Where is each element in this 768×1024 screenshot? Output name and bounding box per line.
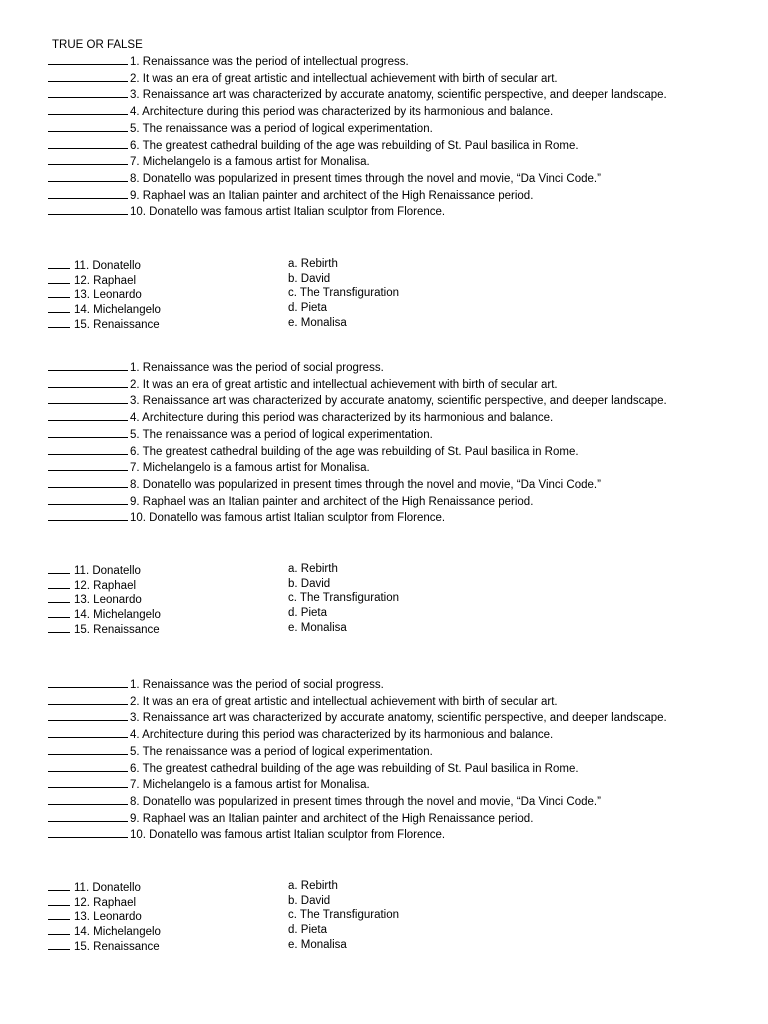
tf-item: 4. Architecture during this period was characterized by its harmonious and balance. bbox=[48, 103, 738, 120]
answer-blank[interactable] bbox=[48, 606, 70, 618]
tf-item: 1. Renaissance was the period of intellectual progress. bbox=[48, 53, 738, 70]
answer-blank[interactable] bbox=[48, 459, 128, 471]
true-false-section-2 bbox=[48, 359, 738, 526]
matching-section-2 bbox=[48, 562, 738, 636]
matching-row: 15. Renaissance e. Monalisa bbox=[48, 621, 738, 636]
tf-item: 5. The renaissance was a period of logical experimentation. bbox=[48, 743, 738, 760]
tf-item: 10. Donatello was famous artist Italian sculptor from Florence. bbox=[48, 509, 738, 526]
tf-item: 8. Donatello was popularized in present times through the novel and movie, “Da Vinci Code.” bbox=[48, 793, 738, 810]
matching-row: 13. Leonardo c. The Transfiguration bbox=[48, 286, 738, 301]
answer-blank[interactable] bbox=[48, 272, 70, 284]
answer-blank[interactable] bbox=[48, 760, 128, 772]
answer-blank[interactable] bbox=[48, 86, 128, 98]
matching-row: 11. Donatello a. Rebirth bbox=[48, 257, 738, 272]
matching-row: 13. Leonardo c. The Transfiguration bbox=[48, 908, 738, 923]
answer-blank[interactable] bbox=[48, 810, 128, 822]
answer-blank[interactable] bbox=[48, 621, 70, 633]
answer-blank[interactable] bbox=[48, 120, 128, 132]
tf-item: 6. The greatest cathedral building of the age was rebuilding of St. Paul basilica in Rome. bbox=[48, 760, 738, 777]
answer-blank[interactable] bbox=[48, 376, 128, 388]
answer-blank[interactable] bbox=[48, 923, 70, 935]
answer-blank[interactable] bbox=[48, 676, 128, 688]
tf-item: 6. The greatest cathedral building of the age was rebuilding of St. Paul basilica in Rome. bbox=[48, 137, 738, 154]
answer-blank[interactable] bbox=[48, 103, 128, 115]
answer-blank[interactable] bbox=[48, 392, 128, 404]
tf-item: 2. It was an era of great artistic and intellectual achievement with birth of secular art. bbox=[48, 693, 738, 710]
answer-blank[interactable] bbox=[48, 359, 128, 371]
tf-item: 2. It was an era of great artistic and intellectual achievement with birth of secular art. bbox=[48, 70, 738, 87]
worksheet-title: TRUE OR FALSE bbox=[52, 39, 143, 51]
tf-item: 10. Donatello was famous artist Italian sculptor from Florence. bbox=[48, 826, 738, 843]
answer-blank[interactable] bbox=[48, 426, 128, 438]
answer-blank[interactable] bbox=[48, 203, 128, 215]
worksheet bbox=[48, 38, 738, 953]
tf-item: 1. Renaissance was the period of social progress. bbox=[48, 676, 738, 693]
answer-blank[interactable] bbox=[48, 476, 128, 488]
answer-blank[interactable] bbox=[48, 894, 70, 906]
answer-blank[interactable] bbox=[48, 776, 128, 788]
answer-blank[interactable] bbox=[48, 70, 128, 82]
tf-item: 7. Michelangelo is a famous artist for Monalisa. bbox=[48, 459, 738, 476]
answer-blank[interactable] bbox=[48, 591, 70, 603]
tf-item: 4. Architecture during this period was characterized by its harmonious and balance. bbox=[48, 409, 738, 426]
answer-blank[interactable] bbox=[48, 793, 128, 805]
matching-row: 15. Renaissance e. Monalisa bbox=[48, 316, 738, 331]
tf-item: 8. Donatello was popularized in present times through the novel and movie, “Da Vinci Code.” bbox=[48, 170, 738, 187]
answer-blank[interactable] bbox=[48, 53, 128, 65]
answer-blank[interactable] bbox=[48, 908, 70, 920]
answer-blank[interactable] bbox=[48, 726, 128, 738]
tf-item: 2. It was an era of great artistic and intellectual achievement with birth of secular art. bbox=[48, 376, 738, 393]
matching-row: 12. Raphael b. David bbox=[48, 272, 738, 287]
true-false-section-1 bbox=[48, 53, 738, 220]
tf-item: 1. Renaissance was the period of social progress. bbox=[48, 359, 738, 376]
tf-item: 3. Renaissance art was characterized by accurate anatomy, scientific perspective, and deeper landscape. bbox=[48, 392, 738, 409]
answer-blank[interactable] bbox=[48, 301, 70, 313]
tf-item: 9. Raphael was an Italian painter and architect of the High Renaissance period. bbox=[48, 493, 738, 510]
answer-blank[interactable] bbox=[48, 826, 128, 838]
tf-item: 10. Donatello was famous artist Italian sculptor from Florence. bbox=[48, 203, 738, 220]
answer-blank[interactable] bbox=[48, 170, 128, 182]
matching-row: 14. Michelangelo d. Pieta bbox=[48, 606, 738, 621]
answer-blank[interactable] bbox=[48, 693, 128, 705]
answer-blank[interactable] bbox=[48, 257, 70, 269]
tf-item: 5. The renaissance was a period of logical experimentation. bbox=[48, 426, 738, 443]
answer-blank[interactable] bbox=[48, 153, 128, 165]
matching-row: 14. Michelangelo d. Pieta bbox=[48, 923, 738, 938]
answer-blank[interactable] bbox=[48, 709, 128, 721]
answer-blank[interactable] bbox=[48, 743, 128, 755]
answer-blank[interactable] bbox=[48, 316, 70, 328]
matching-section-3 bbox=[48, 879, 738, 953]
tf-item: 6. The greatest cathedral building of the age was rebuilding of St. Paul basilica in Rome. bbox=[48, 443, 738, 460]
answer-blank[interactable] bbox=[48, 137, 128, 149]
tf-item: 9. Raphael was an Italian painter and architect of the High Renaissance period. bbox=[48, 187, 738, 204]
answer-blank[interactable] bbox=[48, 509, 128, 521]
answer-blank[interactable] bbox=[48, 493, 128, 505]
true-false-section-3 bbox=[48, 676, 738, 843]
answer-blank[interactable] bbox=[48, 443, 128, 455]
tf-item: 4. Architecture during this period was characterized by its harmonious and balance. bbox=[48, 726, 738, 743]
tf-item: 7. Michelangelo is a famous artist for Monalisa. bbox=[48, 776, 738, 793]
matching-row: 12. Raphael b. David bbox=[48, 894, 738, 909]
tf-item: 9. Raphael was an Italian painter and architect of the High Renaissance period. bbox=[48, 810, 738, 827]
tf-item: 3. Renaissance art was characterized by accurate anatomy, scientific perspective, and deeper landscape. bbox=[48, 709, 738, 726]
answer-blank[interactable] bbox=[48, 409, 128, 421]
answer-blank[interactable] bbox=[48, 879, 70, 891]
matching-row: 11. Donatello a. Rebirth bbox=[48, 562, 738, 577]
matching-row: 15. Renaissance e. Monalisa bbox=[48, 938, 738, 953]
matching-row: 14. Michelangelo d. Pieta bbox=[48, 301, 738, 316]
tf-item: 5. The renaissance was a period of logical experimentation. bbox=[48, 120, 738, 137]
matching-section-1 bbox=[48, 257, 738, 331]
tf-item: 8. Donatello was popularized in present times through the novel and movie, “Da Vinci Code.” bbox=[48, 476, 738, 493]
answer-blank[interactable] bbox=[48, 577, 70, 589]
matching-row: 11. Donatello a. Rebirth bbox=[48, 879, 738, 894]
answer-blank[interactable] bbox=[48, 187, 128, 199]
answer-blank[interactable] bbox=[48, 286, 70, 298]
tf-item: 3. Renaissance art was characterized by accurate anatomy, scientific perspective, and deeper landscape. bbox=[48, 86, 738, 103]
matching-row: 13. Leonardo c. The Transfiguration bbox=[48, 591, 738, 606]
answer-blank[interactable] bbox=[48, 562, 70, 574]
matching-row: 12. Raphael b. David bbox=[48, 577, 738, 592]
answer-blank[interactable] bbox=[48, 938, 70, 950]
tf-item: 7. Michelangelo is a famous artist for Monalisa. bbox=[48, 153, 738, 170]
